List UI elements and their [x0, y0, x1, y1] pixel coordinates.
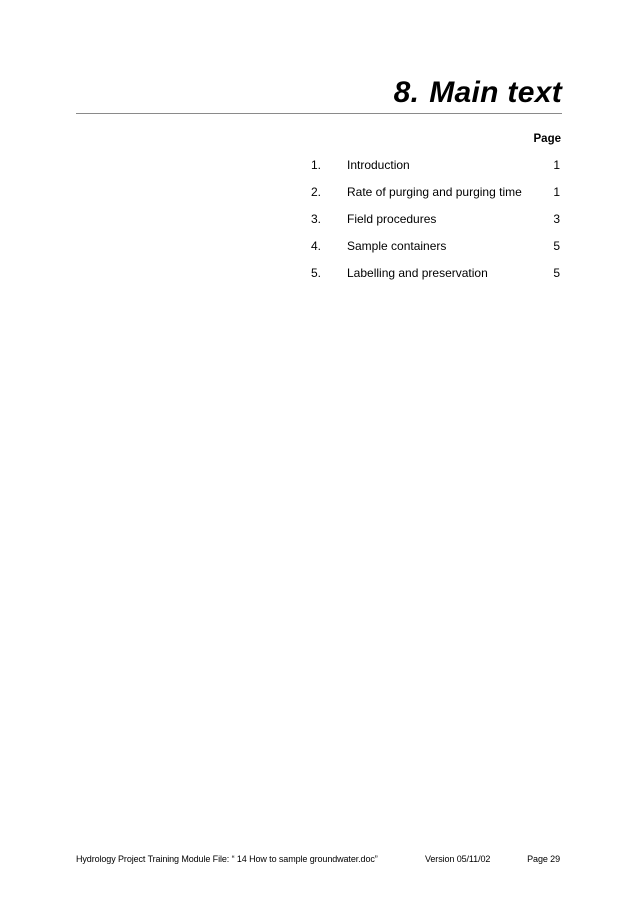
toc-entry-title: Introduction: [347, 158, 410, 172]
toc-entry-number: 5.: [311, 266, 322, 280]
toc-entry-number: 2.: [311, 185, 322, 199]
toc-entry-page: 5: [553, 239, 560, 253]
toc-entry-page: 1: [553, 185, 560, 199]
toc-entry-page: 3: [553, 212, 560, 226]
toc-entry: [311, 231, 560, 258]
footer-file-info: Hydrology Project Training Module File: “ 14 How to sample groundwater.doc”: [76, 854, 378, 864]
toc-entry-title: Sample containers: [347, 239, 447, 253]
toc-entry: [311, 258, 560, 285]
chapter-heading: [394, 76, 562, 110]
toc-entry-title: Rate of purging and purging time: [347, 185, 522, 199]
toc-entry-number: 4.: [311, 239, 322, 253]
toc-entry-number: 1.: [311, 158, 322, 172]
footer-page-number: Page 29: [527, 854, 560, 864]
toc-entry-title: Field procedures: [347, 212, 437, 226]
toc-entry: [311, 204, 560, 231]
toc-entry-title: Labelling and preservation: [347, 266, 488, 280]
chapter-title: Main text: [429, 76, 562, 109]
toc-entry: [311, 150, 560, 177]
footer-version: Version 05/11/02: [425, 854, 491, 864]
toc-page-header: Page: [533, 133, 561, 145]
toc-entry: [311, 177, 560, 204]
heading-rule: [76, 113, 562, 114]
chapter-number: 8.: [393, 76, 420, 109]
toc-entry-page: 1: [553, 158, 560, 172]
toc-entry-page: 5: [553, 266, 560, 280]
table-of-contents: [311, 150, 560, 285]
toc-entry-number: 3.: [311, 212, 322, 226]
